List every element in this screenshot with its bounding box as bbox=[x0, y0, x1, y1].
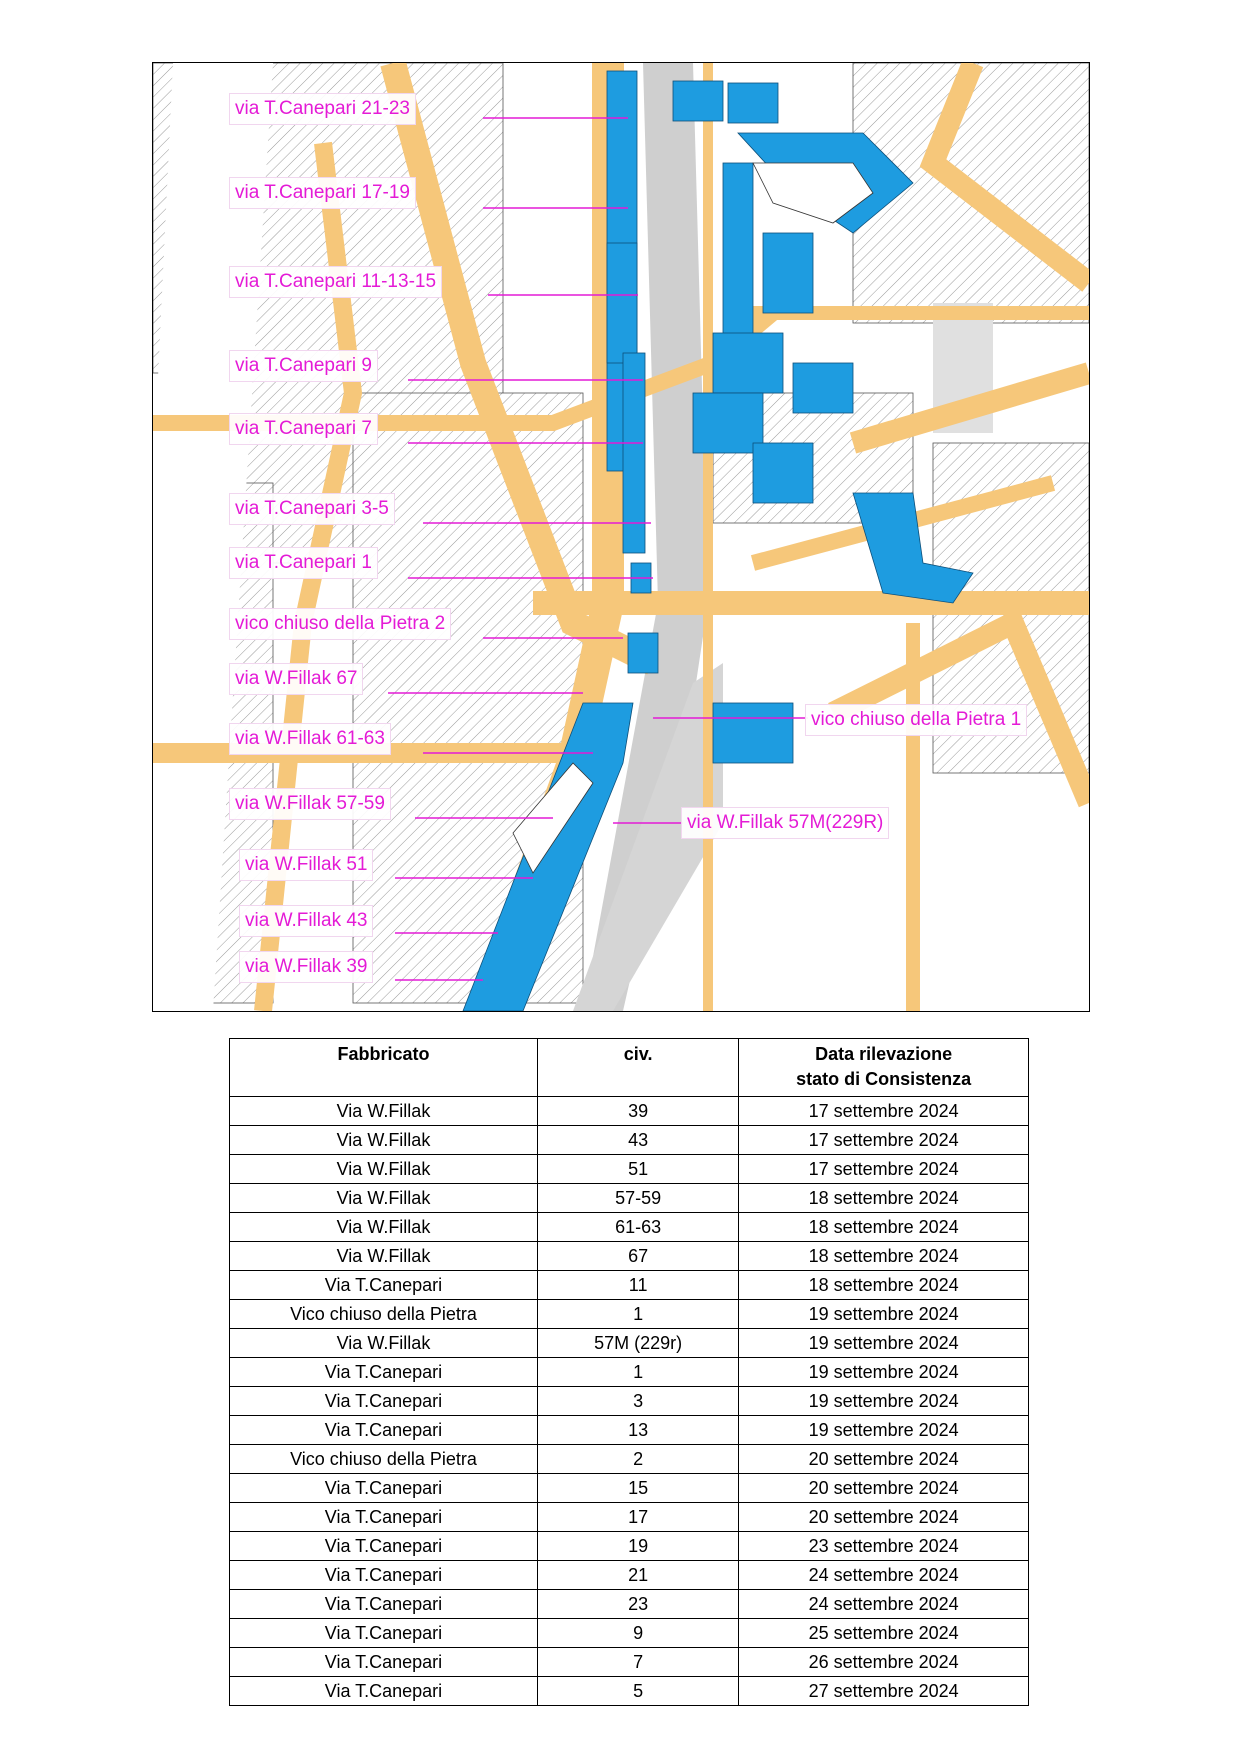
cell-civ: 39 bbox=[537, 1097, 738, 1126]
table-row bbox=[230, 1097, 1029, 1126]
header-fabbricato: Fabbricato bbox=[230, 1039, 538, 1097]
table-row bbox=[230, 1416, 1029, 1445]
cell-civ: 21 bbox=[537, 1561, 738, 1590]
cell-fabbricato: Via T.Canepari bbox=[230, 1271, 538, 1300]
cell-fabbricato: Via T.Canepari bbox=[230, 1619, 538, 1648]
cell-data: 18 settembre 2024 bbox=[739, 1184, 1029, 1213]
table-row bbox=[230, 1677, 1029, 1706]
label-fillak-67: via W.Fillak 67 bbox=[229, 663, 363, 695]
cell-data: 17 settembre 2024 bbox=[739, 1097, 1029, 1126]
cell-fabbricato: Via W.Fillak bbox=[230, 1213, 538, 1242]
cell-civ: 13 bbox=[537, 1416, 738, 1445]
cell-fabbricato: Vico chiuso della Pietra bbox=[230, 1445, 538, 1474]
cell-data: 20 settembre 2024 bbox=[739, 1503, 1029, 1532]
table-row bbox=[230, 1300, 1029, 1329]
cell-civ: 5 bbox=[537, 1677, 738, 1706]
cell-data: 17 settembre 2024 bbox=[739, 1126, 1029, 1155]
cell-civ: 3 bbox=[537, 1387, 738, 1416]
cell-data: 20 settembre 2024 bbox=[739, 1474, 1029, 1503]
cell-civ: 51 bbox=[537, 1155, 738, 1184]
cell-data: 19 settembre 2024 bbox=[739, 1416, 1029, 1445]
cell-data: 19 settembre 2024 bbox=[739, 1387, 1029, 1416]
cell-civ: 15 bbox=[537, 1474, 738, 1503]
cell-civ: 43 bbox=[537, 1126, 738, 1155]
cell-data: 27 settembre 2024 bbox=[739, 1677, 1029, 1706]
table-header-row bbox=[230, 1039, 1029, 1097]
table-row bbox=[230, 1184, 1029, 1213]
label-canepari-7: via T.Canepari 7 bbox=[229, 413, 378, 445]
cell-fabbricato: Via T.Canepari bbox=[230, 1503, 538, 1532]
header-data-line1: Data rilevazione bbox=[815, 1044, 953, 1064]
label-fillak-39: via W.Fillak 39 bbox=[239, 951, 373, 983]
cell-fabbricato: Via W.Fillak bbox=[230, 1097, 538, 1126]
cell-data: 18 settembre 2024 bbox=[739, 1213, 1029, 1242]
cell-fabbricato: Via W.Fillak bbox=[230, 1155, 538, 1184]
label-canepari-11-13-15: via T.Canepari 11-13-15 bbox=[229, 266, 442, 298]
cell-data: 18 settembre 2024 bbox=[739, 1271, 1029, 1300]
cell-fabbricato: Via W.Fillak bbox=[230, 1184, 538, 1213]
cadastral-map bbox=[152, 62, 1090, 1012]
cell-data: 20 settembre 2024 bbox=[739, 1445, 1029, 1474]
cell-civ: 57-59 bbox=[537, 1184, 738, 1213]
cell-data: 19 settembre 2024 bbox=[739, 1358, 1029, 1387]
header-data bbox=[739, 1039, 1029, 1097]
cell-fabbricato: Via W.Fillak bbox=[230, 1242, 538, 1271]
table-row bbox=[230, 1590, 1029, 1619]
cell-fabbricato: Via W.Fillak bbox=[230, 1126, 538, 1155]
cell-civ: 9 bbox=[537, 1619, 738, 1648]
table-row bbox=[230, 1213, 1029, 1242]
cell-civ: 1 bbox=[537, 1300, 738, 1329]
cell-fabbricato: Via W.Fillak bbox=[230, 1329, 538, 1358]
table-row bbox=[230, 1242, 1029, 1271]
cell-data: 18 settembre 2024 bbox=[739, 1242, 1029, 1271]
table-row bbox=[230, 1503, 1029, 1532]
cell-civ: 1 bbox=[537, 1358, 738, 1387]
cell-data: 19 settembre 2024 bbox=[739, 1300, 1029, 1329]
label-fillak-51: via W.Fillak 51 bbox=[239, 849, 373, 881]
table-row bbox=[230, 1474, 1029, 1503]
label-fillak-43: via W.Fillak 43 bbox=[239, 905, 373, 937]
header-data-line2: stato di Consistenza bbox=[796, 1069, 972, 1089]
cell-civ: 11 bbox=[537, 1271, 738, 1300]
cell-data: 24 settembre 2024 bbox=[739, 1590, 1029, 1619]
table-row bbox=[230, 1445, 1029, 1474]
cell-civ: 23 bbox=[537, 1590, 738, 1619]
cell-civ: 19 bbox=[537, 1532, 738, 1561]
table-row bbox=[230, 1532, 1029, 1561]
cell-civ: 7 bbox=[537, 1648, 738, 1677]
table-row bbox=[230, 1271, 1029, 1300]
cell-fabbricato: Via T.Canepari bbox=[230, 1358, 538, 1387]
consistency-table bbox=[229, 1038, 1029, 1706]
label-canepari-21-23: via T.Canepari 21-23 bbox=[229, 93, 416, 125]
table-row bbox=[230, 1358, 1029, 1387]
header-civ: civ. bbox=[537, 1039, 738, 1097]
label-canepari-9: via T.Canepari 9 bbox=[229, 350, 378, 382]
table-row bbox=[230, 1155, 1029, 1184]
cell-fabbricato: Via T.Canepari bbox=[230, 1387, 538, 1416]
cell-civ: 61-63 bbox=[537, 1213, 738, 1242]
cell-fabbricato: Via T.Canepari bbox=[230, 1561, 538, 1590]
cell-fabbricato: Vico chiuso della Pietra bbox=[230, 1300, 538, 1329]
label-canepari-3-5: via T.Canepari 3-5 bbox=[229, 493, 395, 525]
cell-data: 19 settembre 2024 bbox=[739, 1329, 1029, 1358]
cell-data: 23 settembre 2024 bbox=[739, 1532, 1029, 1561]
cell-data: 17 settembre 2024 bbox=[739, 1155, 1029, 1184]
table-row bbox=[230, 1619, 1029, 1648]
cell-fabbricato: Via T.Canepari bbox=[230, 1532, 538, 1561]
table-row bbox=[230, 1648, 1029, 1677]
cell-fabbricato: Via T.Canepari bbox=[230, 1590, 538, 1619]
cell-civ: 2 bbox=[537, 1445, 738, 1474]
cell-fabbricato: Via T.Canepari bbox=[230, 1648, 538, 1677]
cell-data: 24 settembre 2024 bbox=[739, 1561, 1029, 1590]
cell-civ: 67 bbox=[537, 1242, 738, 1271]
label-fillak-57m: via W.Fillak 57M(229R) bbox=[681, 807, 889, 839]
table-row bbox=[230, 1387, 1029, 1416]
cell-data: 26 settembre 2024 bbox=[739, 1648, 1029, 1677]
cell-data: 25 settembre 2024 bbox=[739, 1619, 1029, 1648]
table-row bbox=[230, 1561, 1029, 1590]
cell-civ: 17 bbox=[537, 1503, 738, 1532]
cell-fabbricato: Via T.Canepari bbox=[230, 1416, 538, 1445]
label-vico-pietra-2: vico chiuso della Pietra 2 bbox=[229, 608, 451, 640]
label-vico-pietra-1: vico chiuso della Pietra 1 bbox=[805, 704, 1027, 736]
label-canepari-17-19: via T.Canepari 17-19 bbox=[229, 177, 416, 209]
label-canepari-1: via T.Canepari 1 bbox=[229, 547, 378, 579]
table-body bbox=[230, 1097, 1029, 1706]
cell-civ: 57M (229r) bbox=[537, 1329, 738, 1358]
label-fillak-57-59: via W.Fillak 57-59 bbox=[229, 788, 391, 820]
cell-fabbricato: Via T.Canepari bbox=[230, 1677, 538, 1706]
table-row bbox=[230, 1329, 1029, 1358]
table-row bbox=[230, 1126, 1029, 1155]
cell-fabbricato: Via T.Canepari bbox=[230, 1474, 538, 1503]
label-fillak-61-63: via W.Fillak 61-63 bbox=[229, 723, 391, 755]
